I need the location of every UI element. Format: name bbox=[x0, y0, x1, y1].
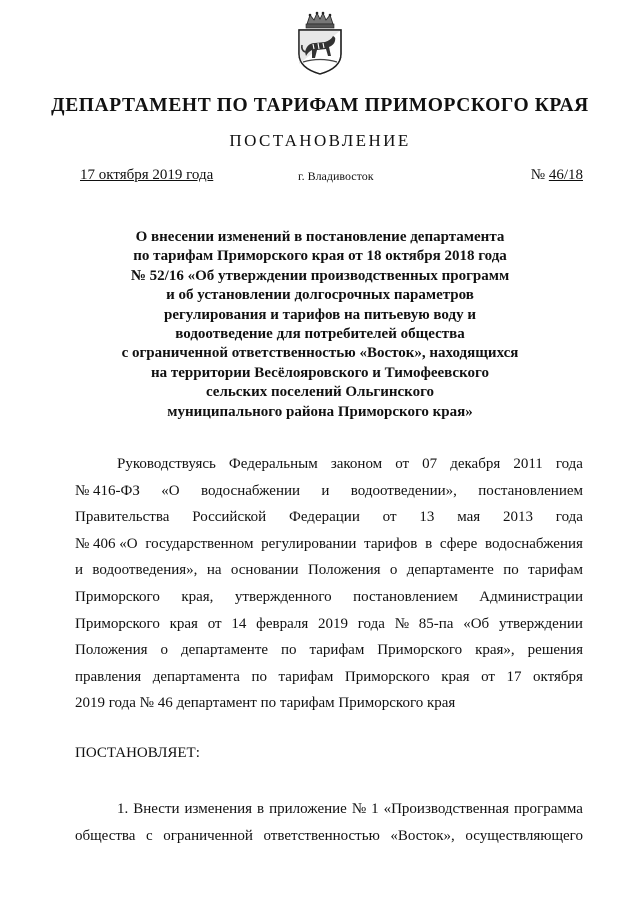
word: тарифам bbox=[309, 642, 365, 659]
subject-line: № 52/16 «Об утверждении производственных программ bbox=[130, 267, 510, 284]
preamble-line bbox=[75, 611, 583, 638]
word: от bbox=[481, 668, 495, 685]
word: регулировании bbox=[261, 535, 357, 552]
word: 2013 bbox=[502, 509, 533, 526]
word: основании bbox=[230, 562, 299, 579]
word: постановлением bbox=[478, 482, 583, 499]
word: «Восток», bbox=[390, 827, 455, 844]
word: 2011 bbox=[513, 456, 543, 472]
word: общества bbox=[75, 827, 136, 844]
word: № 406 «О bbox=[75, 535, 138, 552]
word: сфере bbox=[439, 535, 478, 552]
word: о bbox=[389, 562, 398, 579]
word: ограниченной bbox=[163, 827, 253, 844]
word: от bbox=[382, 509, 397, 526]
word: департамента bbox=[152, 668, 240, 685]
word: № 416-ФЗ bbox=[75, 482, 140, 499]
word: декабря bbox=[450, 456, 501, 472]
word: Правительства bbox=[75, 509, 170, 526]
word: 1. bbox=[117, 801, 129, 817]
word: ответственностью bbox=[263, 827, 380, 844]
word: приложение bbox=[269, 801, 347, 817]
word: департаменте bbox=[180, 642, 269, 659]
document-date: 17 октября 2019 года bbox=[80, 167, 214, 183]
preamble-paragraph bbox=[75, 451, 583, 717]
word: Федерации bbox=[289, 509, 360, 526]
subject-line: О внесении изменений в постановление департамента bbox=[135, 229, 505, 245]
word: февраля bbox=[256, 615, 309, 632]
document-subject bbox=[70, 228, 570, 422]
number-value: 46/18 bbox=[548, 167, 583, 183]
word: водоотведения», bbox=[92, 562, 198, 579]
word: департаменте bbox=[406, 562, 494, 579]
subject-line: водоотведение для потребителей общества bbox=[175, 326, 465, 343]
word: тарифов bbox=[364, 535, 418, 552]
word: Руководствуясь bbox=[117, 456, 216, 472]
word: и bbox=[321, 482, 330, 499]
item-1-paragraph bbox=[75, 796, 583, 849]
word: октября bbox=[533, 668, 583, 685]
subject-line: муниципального района Приморского края» bbox=[167, 403, 473, 420]
subject-line: регулирования и тарифов на питьевую воду и bbox=[164, 306, 476, 323]
word: края, bbox=[181, 588, 214, 605]
word: № bbox=[394, 615, 409, 632]
word: края», bbox=[475, 642, 515, 659]
word: Приморского bbox=[75, 588, 160, 605]
word: законом bbox=[330, 456, 383, 472]
preamble-line bbox=[75, 451, 583, 478]
word: водоотведении», bbox=[350, 482, 457, 499]
word: решения bbox=[527, 642, 583, 659]
preamble-line bbox=[75, 557, 583, 584]
word: «Производственная bbox=[383, 801, 510, 817]
word: мая bbox=[457, 509, 481, 526]
word: государственном bbox=[145, 535, 254, 552]
department-name: ДЕПАРТАМЕНТ ПО ТАРИФАМ ПРИМОРСКОГО КРАЯ bbox=[51, 95, 589, 116]
word: программа bbox=[514, 801, 583, 817]
word: 13 bbox=[419, 509, 435, 526]
word: осуществляющего bbox=[465, 827, 583, 844]
word: Приморского bbox=[344, 668, 430, 685]
word: Приморского bbox=[377, 642, 463, 659]
subject-line: и об установлении долгосрочных параметров bbox=[166, 287, 474, 304]
word: края bbox=[441, 668, 470, 685]
word: края bbox=[169, 615, 198, 632]
word: на bbox=[206, 562, 222, 579]
preamble-line bbox=[75, 504, 583, 531]
preamble-last-line: 2019 года № 46 департамент по тарифам Приморского края bbox=[75, 695, 456, 712]
preamble-line bbox=[75, 637, 583, 664]
word: «О bbox=[161, 482, 180, 499]
resolves-heading: ПОСТАНОВЛЯЕТ: bbox=[75, 745, 200, 761]
word: 2019 bbox=[318, 615, 349, 632]
word: по bbox=[281, 642, 297, 659]
word: утвержденного bbox=[234, 588, 332, 605]
word: 17 bbox=[506, 668, 522, 685]
word: водоснабжении bbox=[200, 482, 301, 499]
word: Положения bbox=[75, 642, 148, 659]
document-type: ПОСТАНОВЛЕНИЕ bbox=[229, 131, 411, 150]
word: по bbox=[251, 668, 268, 685]
word: от bbox=[207, 615, 222, 632]
word: Администрации bbox=[479, 588, 583, 605]
document-number bbox=[531, 167, 583, 184]
word: года bbox=[555, 509, 583, 526]
preamble-line bbox=[75, 478, 583, 505]
preamble-line bbox=[75, 584, 583, 611]
word: с bbox=[146, 827, 153, 844]
subject-line: сельских поселений Ольгинского bbox=[205, 384, 435, 401]
word: по bbox=[503, 562, 519, 579]
word: Внести bbox=[133, 801, 180, 817]
word: Положения bbox=[307, 562, 381, 579]
word: о bbox=[160, 642, 168, 659]
word: 07 bbox=[422, 456, 438, 472]
word: «Об bbox=[463, 615, 490, 632]
subject-line: по тарифам Приморского края от 18 октября 2018 года bbox=[133, 248, 507, 265]
word: изменения bbox=[184, 801, 253, 817]
word: Федеральным bbox=[228, 456, 318, 472]
word: и bbox=[75, 562, 84, 579]
word: 1 bbox=[371, 801, 379, 817]
word: тарифам bbox=[528, 562, 583, 579]
document-city: г. Владивосток bbox=[298, 169, 374, 183]
word: 85-па bbox=[418, 615, 454, 632]
word: года bbox=[555, 456, 583, 472]
word: 14 bbox=[231, 615, 247, 632]
word: в bbox=[425, 535, 433, 552]
subject-line: с ограниченной ответственностью «Восток», находящихся bbox=[121, 345, 519, 362]
word: тарифам bbox=[278, 668, 334, 685]
item-line bbox=[75, 823, 583, 850]
item-line bbox=[75, 796, 583, 823]
word: Российской bbox=[192, 509, 267, 526]
primorsky-krai-coat-of-arms-icon bbox=[293, 10, 347, 76]
word: № bbox=[351, 801, 367, 817]
word: года bbox=[357, 615, 385, 632]
preamble-line bbox=[75, 531, 583, 558]
word: постановлением bbox=[353, 588, 458, 605]
word: в bbox=[257, 801, 265, 817]
word: от bbox=[395, 456, 410, 472]
word: правления bbox=[75, 668, 142, 685]
word: Приморского bbox=[75, 615, 160, 632]
word: утверждении bbox=[498, 615, 583, 632]
subject-line: на территории Весёлояровского и Тимофеевского bbox=[151, 364, 489, 381]
preamble-line bbox=[75, 664, 583, 691]
number-prefix: № bbox=[530, 167, 549, 183]
word: водоснабжения bbox=[484, 535, 583, 552]
